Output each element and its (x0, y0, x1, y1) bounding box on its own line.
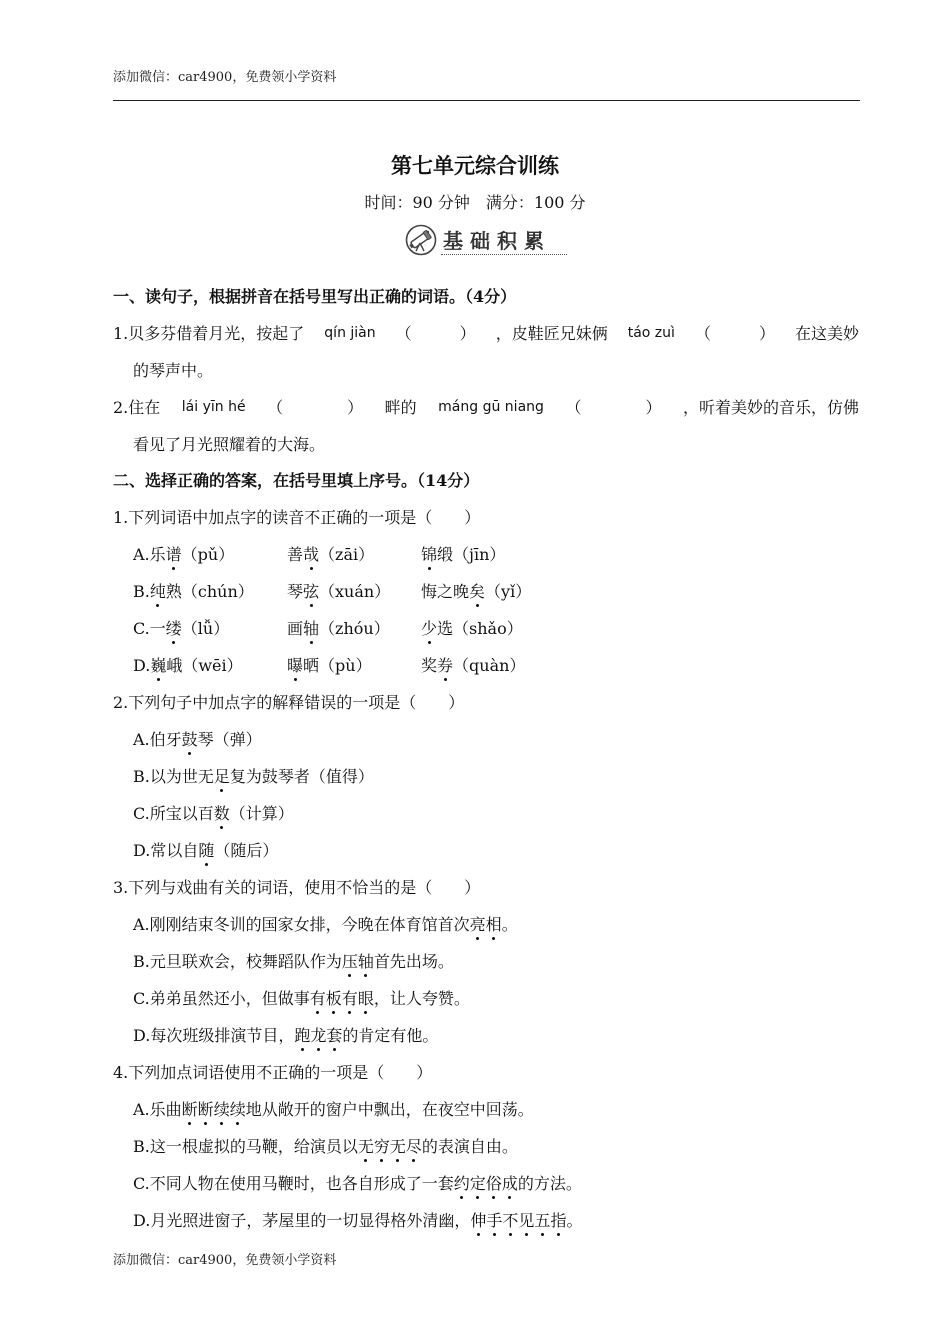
s1-q1-line1 (113, 315, 859, 352)
dotted-char: 鼓 (182, 721, 198, 758)
dotted-char: 套 (326, 1017, 342, 1054)
dotted-char: 续 (230, 1091, 246, 1128)
dotted-char: 有 (310, 980, 326, 1017)
dotted-char: 续 (214, 1091, 230, 1128)
section-two-heading: 二、选择正确的答案，在括号里填上序号。（14分） (113, 471, 480, 490)
s1-q1-line2: 的琴声中。 (133, 361, 214, 380)
s1-q2-text-a: 2.住在 (113, 398, 161, 417)
s1-q1-pinyin-1: qín jiàn (324, 325, 376, 341)
dotted-char: 指 (550, 1202, 566, 1239)
s1-q2-blank-2[interactable]: （ ） (565, 398, 662, 417)
dotted-char: 断 (182, 1091, 198, 1128)
s1-q1-text-a: 1.贝多芬借着月光，按起了 (113, 324, 305, 343)
dotted-char: 板 (326, 980, 342, 1017)
dotted-char: 少 (421, 610, 437, 647)
s2-q2-option-d[interactable]: D.常以自随（随后） (113, 832, 863, 869)
banner-text: 基础积累 (443, 229, 551, 253)
s2-q1-stem: 1.下列词语中加点字的读音不正确的一项是（ ） (113, 508, 481, 527)
dotted-char: 相 (486, 906, 502, 943)
dotted-char: 纯 (150, 573, 166, 610)
dotted-char: 矣 (469, 573, 485, 610)
s2-q1-option-a[interactable]: A.乐谱（pǔ） 善哉（zāi） 锦缎（jīn） (113, 536, 863, 573)
dotted-char: 随 (198, 832, 214, 869)
s1-q1-text-c: ，皮鞋匠兄妹俩 (495, 324, 608, 343)
s2-q4-stem: 4.下列加点词语使用不正确的一项是（ ） (113, 1063, 433, 1082)
dotted-char: 券 (437, 647, 453, 684)
dotted-char: 轴 (358, 943, 374, 980)
s2-q4-option-d[interactable]: D.月光照进窗子，茅屋里的一切显得格外清幽，伸手不见五指。 (113, 1202, 863, 1239)
footer-note: 添加微信：car4900，免费领小学资料 (113, 1253, 337, 1268)
dotted-char: 锦 (421, 536, 437, 573)
dotted-char: 无 (390, 1128, 406, 1165)
dotted-char: 尽 (406, 1128, 422, 1165)
s1-q1-text-e: 在这美妙 (794, 324, 859, 343)
header-note: 添加微信：car4900，免费领小学资料 (113, 70, 337, 85)
s1-q2-text-c: 畔的 (384, 398, 417, 417)
dotted-char: 弦 (303, 573, 319, 610)
s1-q2-pinyin-2: máng gū niang (438, 399, 544, 415)
dotted-char: 俗 (486, 1165, 502, 1202)
dotted-char: 不 (502, 1202, 518, 1239)
dotted-char: 亮 (470, 906, 486, 943)
s1-q2-pinyin-1: lái yīn hé (181, 399, 246, 415)
s2-q2-option-b[interactable]: B.以为世无足复为鼓琴者（值得） (113, 758, 863, 795)
dotted-char: 足 (214, 758, 230, 795)
s1-q2-blank-1[interactable]: （ ） (267, 398, 364, 417)
s1-q1-blank-1[interactable]: （ ） (395, 324, 476, 343)
dotted-char: 约 (454, 1165, 470, 1202)
dotted-char: 穷 (374, 1128, 390, 1165)
dotted-char: 手 (486, 1202, 502, 1239)
dotted-char: 成 (502, 1165, 518, 1202)
dotted-char: 缕 (166, 610, 182, 647)
header-rule (113, 100, 860, 101)
s2-q3-option-b[interactable]: B.元旦联欢会，校舞蹈队作为压轴首先出场。 (113, 943, 863, 980)
s2-q3-option-a[interactable]: A.刚刚结束冬训的国家女排，今晚在体育馆首次亮相。 (113, 906, 863, 943)
dotted-char: 龙 (310, 1017, 326, 1054)
time-info: 时间：90 分钟 满分：100 分 (364, 193, 586, 212)
s1-q1-pinyin-2: táo zuì (627, 325, 675, 341)
s2-q1-option-d[interactable]: D.巍峨（wēi） 曝晒（pù） 奖券（quàn） (113, 647, 863, 684)
s2-q4-option-a[interactable]: A.乐曲断断续续地从敞开的窗户中飘出，在夜空中回荡。 (113, 1091, 863, 1128)
s1-q1-blank-2[interactable]: （ ） (694, 324, 775, 343)
dotted-char: 谱 (166, 536, 182, 573)
s2-q2-option-a[interactable]: A.伯牙鼓琴（弹） (113, 721, 863, 758)
dotted-char: 压 (342, 943, 358, 980)
banner-underline (441, 254, 567, 255)
dotted-char: 五 (534, 1202, 550, 1239)
dotted-char: 定 (470, 1165, 486, 1202)
dotted-char: 哉 (303, 536, 319, 573)
dotted-char: 巍 (150, 647, 166, 684)
telescope-icon (405, 224, 437, 256)
content (113, 279, 863, 1239)
dotted-char: 无 (358, 1128, 374, 1165)
s2-q3-stem: 3.下列与戏曲有关的词语，使用不恰当的是（ ） (113, 878, 481, 897)
s1-q2-text-e: ，听着美妙的音乐，仿佛 (682, 398, 859, 417)
s2-q1-option-c[interactable]: C.一缕（lǚ） 画轴（zhóu） 少选（shǎo） (113, 610, 863, 647)
dotted-char: 有 (342, 980, 358, 1017)
s2-q2-stem: 2.下列句子中加点字的解释错误的一项是（ ） (113, 693, 465, 712)
s2-q1-option-b[interactable]: B.纯熟（chún） 琴弦（xuán） 悔之晚矣（yǐ） (113, 573, 863, 610)
dotted-char: 眼 (358, 980, 374, 1017)
s1-q2-line1 (113, 389, 859, 426)
section-one-heading: 一、读句子，根据拼音在括号里写出正确的词语。（4分） (113, 287, 517, 306)
s2-q2-option-c[interactable]: C.所宝以百数（计算） (113, 795, 863, 832)
dotted-char: 跑 (294, 1017, 310, 1054)
section-banner (405, 223, 570, 257)
dotted-char: 曝 (287, 647, 303, 684)
s2-q4-option-b[interactable]: B.这一根虚拟的马鞭，给演员以无穷无尽的表演自由。 (113, 1128, 863, 1165)
dotted-char: 断 (198, 1091, 214, 1128)
dotted-char: 伸 (470, 1202, 486, 1239)
dotted-char: 见 (518, 1202, 534, 1239)
dotted-char: 数 (214, 795, 230, 832)
page-title: 第七单元综合训练 (391, 153, 559, 178)
s2-q4-option-c[interactable]: C.不同人物在使用马鞭时，也各自形成了一套约定俗成的方法。 (113, 1165, 863, 1202)
s1-q2-line2: 看见了月光照耀着的大海。 (133, 435, 326, 454)
s2-q3-option-d[interactable]: D.每次班级排演节目，跑龙套的肯定有他。 (113, 1017, 863, 1054)
dotted-char: 轴 (303, 610, 319, 647)
s2-q3-option-c[interactable]: C.弟弟虽然还小，但做事有板有眼，让人夸赞。 (113, 980, 863, 1017)
